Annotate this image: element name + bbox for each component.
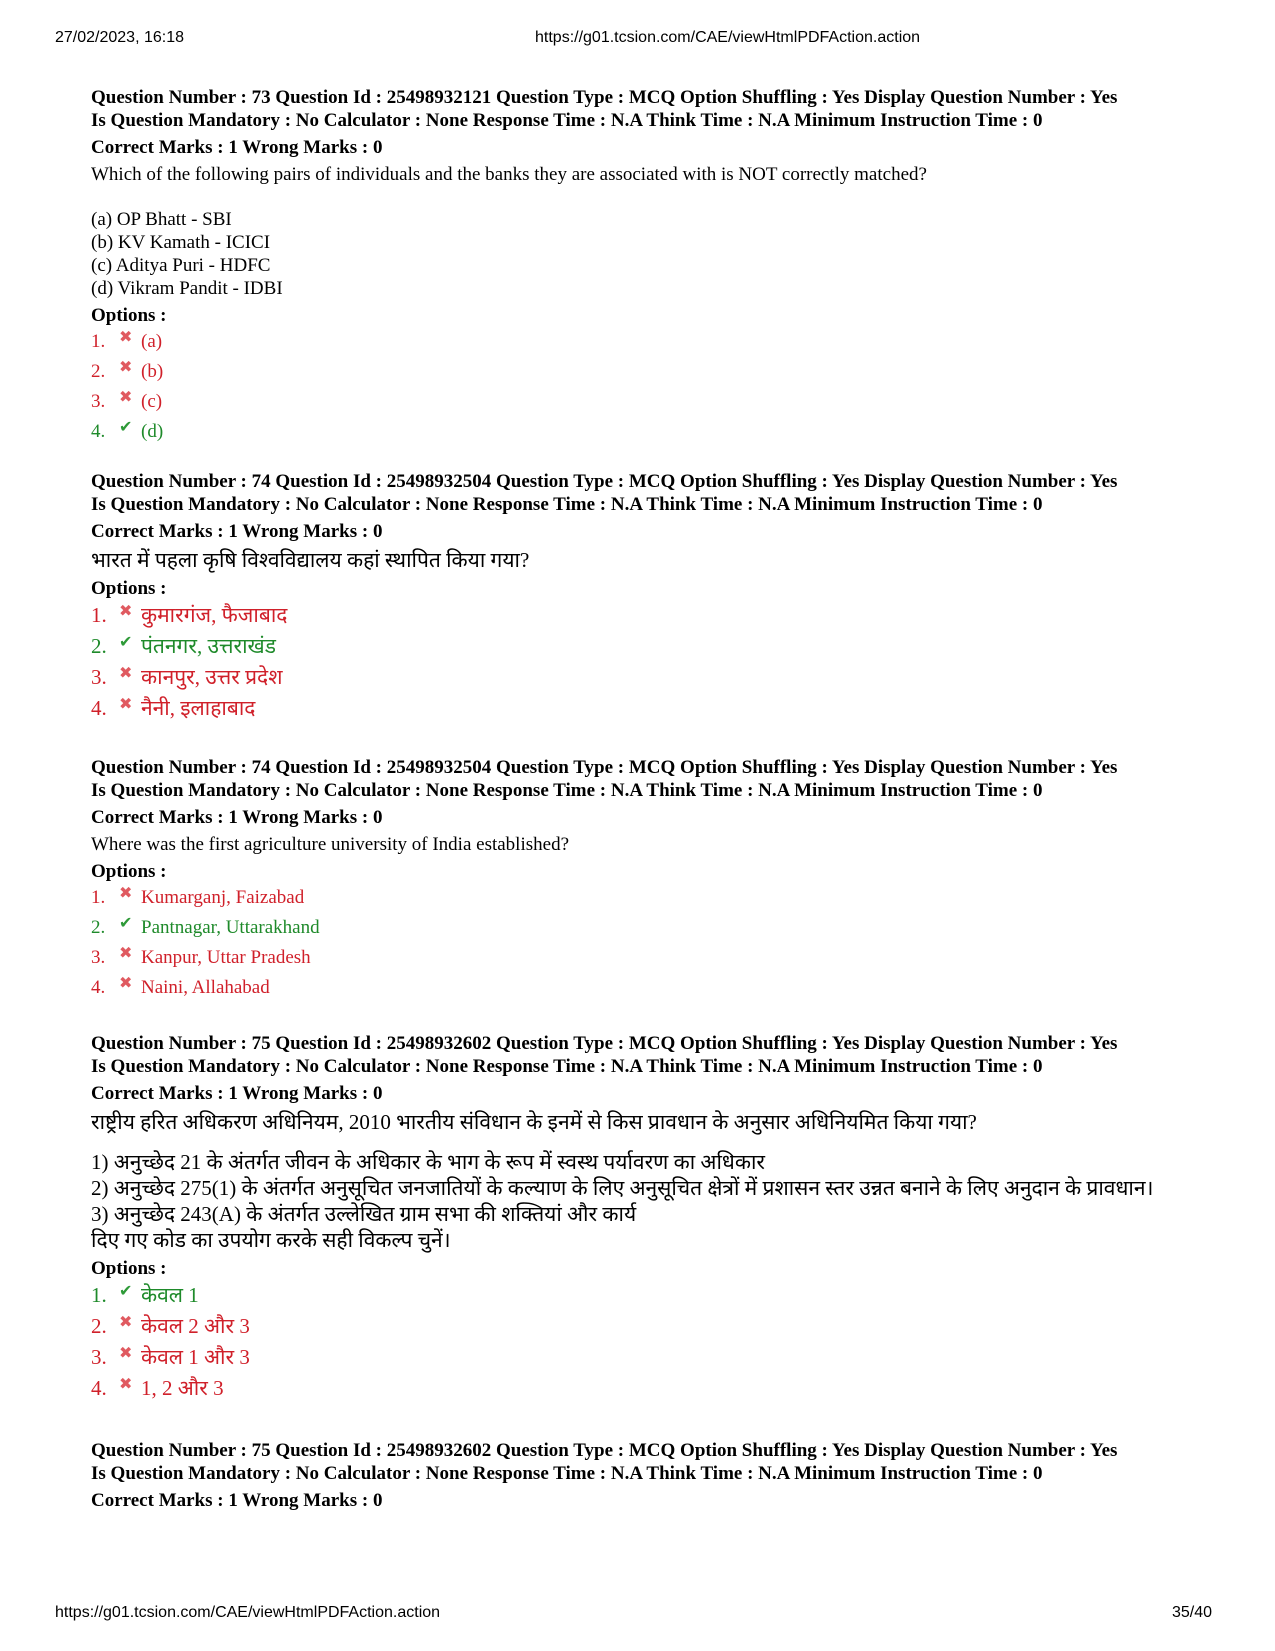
- option-item: 4. ✖ Naini, Allahabad: [91, 973, 1241, 1003]
- question-marks: Correct Marks : 1 Wrong Marks : 0: [91, 521, 383, 542]
- question-statement: (c) Aditya Puri - HDFC: [91, 255, 271, 276]
- question-meta-line: Is Question Mandatory : No Calculator : None Response Time : N.A Think Time : N.A Minimum Instruction Time : 0: [91, 780, 1043, 801]
- check-icon: ✔: [119, 632, 133, 651]
- options-label: Options :: [91, 578, 167, 599]
- cross-icon: ✖: [119, 973, 133, 992]
- question-meta-line: Question Number : 73 Question Id : 25498932121 Question Type : MCQ Option Shuffling : Yes Display Question Number : Yes: [91, 87, 1118, 108]
- question-meta-line: Question Number : 74 Question Id : 25498932504 Question Type : MCQ Option Shuffling : Yes Display Question Number : Yes: [91, 757, 1118, 778]
- question-meta-line: Is Question Mandatory : No Calculator : None Response Time : N.A Think Time : N.A Minimum Instruction Time : 0: [91, 1463, 1043, 1484]
- cross-icon: ✖: [119, 1374, 133, 1393]
- options-label: Options :: [91, 1258, 167, 1279]
- option-item: 3. ✖ (c): [91, 387, 1241, 417]
- option-item: 2. ✖ (b): [91, 357, 1241, 387]
- option-item: 4. ✖ नैनी, इलाहाबाद: [91, 693, 1241, 724]
- cross-icon: ✖: [119, 387, 133, 406]
- question-statement: (a) OP Bhatt - SBI: [91, 209, 232, 230]
- question-block: [91, 86, 1241, 447]
- question-meta-line: Is Question Mandatory : No Calculator : None Response Time : N.A Think Time : N.A Minimum Instruction Time : 0: [91, 494, 1043, 515]
- check-icon: ✔: [119, 1281, 133, 1300]
- question-text: Which of the following pairs of individuals and the banks they are associated with is NOT correctly matched?: [91, 164, 927, 185]
- question-marks: Correct Marks : 1 Wrong Marks : 0: [91, 1490, 383, 1511]
- question-meta-line: Question Number : 74 Question Id : 25498932504 Question Type : MCQ Option Shuffling : Yes Display Question Number : Yes: [91, 471, 1118, 492]
- options-label: Options :: [91, 305, 167, 326]
- question-statement: (b) KV Kamath - ICICI: [91, 232, 271, 253]
- question-statement: 3) अनुच्छेद 243(A) के अंतर्गत उल्लेखित ग्राम सभा की शक्तियां और कार्य: [91, 1202, 637, 1226]
- footer-url: https://g01.tcsion.com/CAE/viewHtmlPDFAction.action: [55, 1604, 441, 1621]
- header-datetime: 27/02/2023, 16:18: [55, 29, 185, 46]
- question-statement: (d) Vikram Pandit - IDBI: [91, 278, 283, 299]
- question-marks: Correct Marks : 1 Wrong Marks : 0: [91, 1083, 383, 1104]
- option-item: 1. ✖ (a): [91, 327, 1241, 357]
- option-item: 1. ✖ कुमारगंज, फैजाबाद: [91, 600, 1241, 631]
- question-block: [91, 1439, 1241, 1512]
- option-item: 2. ✔ Pantnagar, Uttarakhand: [91, 913, 1241, 943]
- question-meta-line: Question Number : 75 Question Id : 25498932602 Question Type : MCQ Option Shuffling : Yes Display Question Number : Yes: [91, 1033, 1118, 1054]
- cross-icon: ✖: [119, 1343, 133, 1362]
- cross-icon: ✖: [119, 1312, 133, 1331]
- option-item: 3. ✖ केवल 1 और 3: [91, 1342, 1241, 1373]
- question-meta-line: Is Question Mandatory : No Calculator : None Response Time : N.A Think Time : N.A Minimum Instruction Time : 0: [91, 1056, 1043, 1077]
- cross-icon: ✖: [119, 601, 133, 620]
- question-marks: Correct Marks : 1 Wrong Marks : 0: [91, 137, 383, 158]
- option-item: 2. ✔ पंतनगर, उत्तराखंड: [91, 631, 1241, 662]
- header-url: https://g01.tcsion.com/CAE/viewHtmlPDFAction.action: [535, 29, 921, 46]
- option-item: 3. ✖ कानपुर, उत्तर प्रदेश: [91, 662, 1241, 693]
- cross-icon: ✖: [119, 943, 133, 962]
- option-item: 4. ✖ 1, 2 और 3: [91, 1373, 1241, 1404]
- question-marks: Correct Marks : 1 Wrong Marks : 0: [91, 807, 383, 828]
- cross-icon: ✖: [119, 883, 133, 902]
- cross-icon: ✖: [119, 694, 133, 713]
- option-item: 2. ✖ केवल 2 और 3: [91, 1311, 1241, 1342]
- question-statement: 2) अनुच्छेद 275(1) के अंतर्गत अनुसूचित जनजातियों के कल्याण के लिए अनुसूचित क्षेत्रों में प्रशासन स्तर उन्नत बनाने के लिए अनुदान के प्रावधान।: [91, 1176, 1154, 1200]
- question-text: भारत में पहला कृषि विश्वविद्यालय कहां स्थापित किया गया?: [91, 548, 530, 572]
- question-block: [91, 1032, 1241, 1404]
- page-number: 35/40: [1172, 1604, 1213, 1621]
- cross-icon: ✖: [119, 327, 133, 346]
- cross-icon: ✖: [119, 663, 133, 682]
- check-icon: ✔: [119, 913, 133, 932]
- options-label: Options :: [91, 861, 167, 882]
- question-text: Where was the first agriculture university of India established?: [91, 834, 569, 855]
- question-text: राष्ट्रीय हरित अधिकरण अधिनियम, 2010 भारतीय संविधान के इनमें से किस प्रावधान के अनुसार अधिनियमित किया गया?: [91, 1110, 977, 1134]
- option-item: 1. ✔ केवल 1: [91, 1280, 1241, 1311]
- question-meta-line: Question Number : 75 Question Id : 25498932602 Question Type : MCQ Option Shuffling : Yes Display Question Number : Yes: [91, 1440, 1118, 1461]
- check-icon: ✔: [119, 417, 133, 436]
- question-statement: 1) अनुच्छेद 21 के अंतर्गत जीवन के अधिकार के भाग के रूप में स्वस्थ पर्यावरण का अधिकार: [91, 1150, 765, 1174]
- question-meta-line: Is Question Mandatory : No Calculator : None Response Time : N.A Think Time : N.A Minimum Instruction Time : 0: [91, 110, 1043, 131]
- option-item: 3. ✖ Kanpur, Uttar Pradesh: [91, 943, 1241, 973]
- option-item: 4. ✔ (d): [91, 417, 1241, 447]
- option-item: 1. ✖ Kumarganj, Faizabad: [91, 883, 1241, 913]
- question-block: [91, 470, 1241, 724]
- cross-icon: ✖: [119, 357, 133, 376]
- question-statement: दिए गए कोड का उपयोग करके सही विकल्प चुनें।: [91, 1228, 451, 1252]
- question-block: [91, 756, 1241, 1003]
